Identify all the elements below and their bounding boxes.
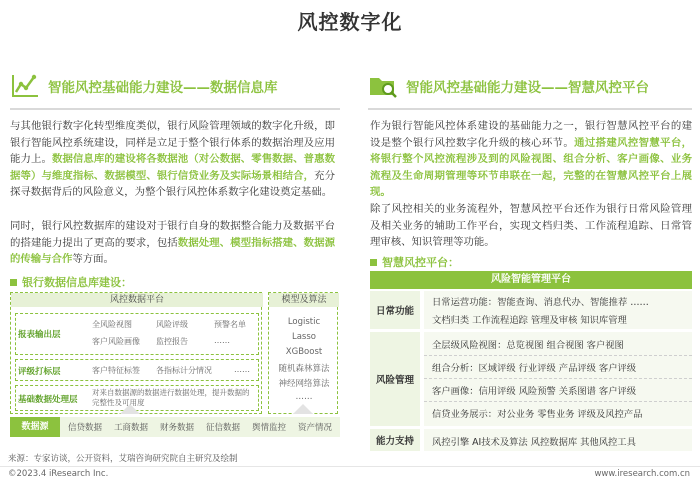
report-output-layer: 报表输出层 全风险视图 风险评级 预警名单 客户风险画像 监控报告 …… [15, 313, 259, 355]
capability-support-label: 能力支持 [370, 429, 420, 451]
daily-functions-label: 日常功能 [370, 291, 420, 329]
risk-management-label: 风险管理 [370, 332, 420, 426]
up-arrow-icon [293, 404, 313, 414]
chart-trend-icon [10, 71, 40, 101]
platform-title: 风控数据平台 [11, 293, 263, 307]
right-paragraph-1: 作为银行智能风控体系建设的基础能力之一，银行智慧风控平台的建设是整个银行风控数字化升级的核心环节。通过搭建风控智慧平台，将银行整个风控流程涉及到的风险视图、组合分析、客户画像、业务流程及生命周期管理等环节串联在一起，完整的在智慧风控平台上展现。 [370, 120, 692, 198]
divider [424, 401, 692, 402]
data-source-label: 数据源 [10, 417, 60, 437]
rating-tagging-layer: 评级打标层 客户特征标签 各指标计分情况 …… [15, 359, 259, 381]
models-title: 模型及算法 [269, 293, 339, 307]
right-paragraph-2: 除了风控相关的业务流程外，智慧风控平台还作为银行日常风险管理及相关业务的辅助工作平台，实现文档归类、工作流程追踪、日常管理审核、知识管理等功能。 [370, 203, 692, 248]
left-paragraph-2: 同时，银行风控数据库的建设对于银行自身的数据整合能力及数据平台的搭建能力提出了更高的要求，包括数据处理、模型指标搭建、数据源的传输与合作等方面。 [10, 220, 336, 265]
bullet-square-icon [10, 279, 17, 286]
models-algorithms-box: 模型及算法 Logistic Lasso XGBoost 随机森林算法 神经网络算法 …… [268, 292, 338, 414]
copyright: ©2023.4 iResearch Inc. [8, 469, 109, 479]
data-platform-diagram: 风控数据平台 报表输出层 全风险视图 风险评级 预警名单 客户风险画像 监控报告 …… 评级打标层 客户特征标签 各指标计分情况 …… 基础数据处理层 对来自数据源的数据进行数据处理，提升数据的完整性及可用度 模型及算法 Logistic Lasso XGBoost 随机森林算法 神经网络算法 …… 数据源 信贷数据 工商数据 财务数据 征信数据 舆情监控 资产情况 [10, 292, 340, 442]
divider [424, 355, 692, 356]
divider [0, 466, 700, 467]
risk-data-platform-box [10, 292, 262, 414]
divider [424, 378, 692, 379]
left-section-header [10, 66, 340, 106]
page-title: 风控数字化 [297, 10, 403, 34]
source-note: 来源：专家访谈，公开资料，艾瑞咨询研究院自主研究及绘制 [8, 454, 238, 464]
bullet-square-icon [370, 259, 377, 266]
left-subheading: 银行数据信息库建设： [10, 274, 132, 290]
base-data-processing-layer: 基础数据处理层 对来自数据源的数据进行数据处理，提升数据的完整性及可用度 [15, 385, 259, 411]
divider [10, 108, 340, 110]
right-section-header [368, 66, 692, 106]
website: www.iresearch.com.cn [594, 469, 690, 479]
table-header: 风险智能管理平台 [370, 271, 692, 289]
up-arrow-icon [120, 404, 140, 414]
right-section-title: 智能风控基础能力建设——智慧风控平台 [406, 80, 649, 96]
right-subheading: 智慧风控平台： [370, 254, 459, 270]
divider [368, 108, 692, 110]
left-paragraph-1: 与其他银行数字化转型维度类似，银行风险管理领域的数字化升级，即银行智能风控系统建设，同样是立足于整个银行体系的数据治理及应用能力上。数据信息库的建设将各数据池（对公数据、零售数据、普惠数据等）与维度指标、数据模型、银行信贷业务及实际场景相结合，充分探寻数据背后的风险意义，为整个银行风控体系数字化建设奠定基础。 [10, 120, 336, 198]
folder-search-icon [368, 71, 398, 101]
left-section-title: 智能风控基础能力建设——数据信息库 [48, 80, 278, 96]
